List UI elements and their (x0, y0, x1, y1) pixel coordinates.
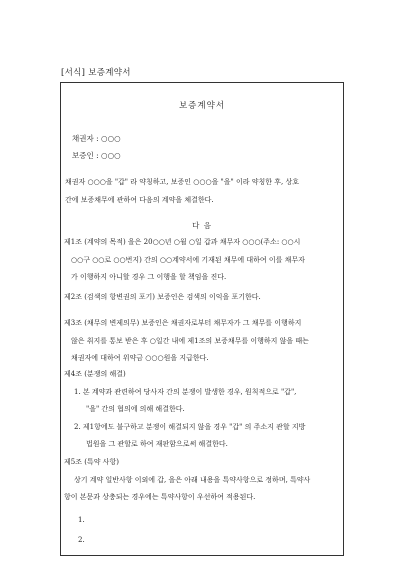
guarantor-line: 보증인 : ○○○ (72, 151, 121, 160)
article-4 (64, 366, 305, 454)
article-5-line: 상기 계약 일반사항 이외에 갑, 을은 아래 내용을 특약사항으로 정하며, 특약사 (74, 475, 311, 484)
article-5-item: 2. (78, 536, 85, 544)
article-3-line: 제3조 (채무의 변제의무) 보증인은 채권자로부터 채무자가 그 채무를 이행하지 (64, 319, 302, 327)
article-1-line: ○○구 ○○로 ○○번지) 간의 ○○계약서에 기재된 채무에 대하여 이를 채무자 (71, 255, 305, 264)
article-1-line: 제1조 (계약의 목적) 을은 20○○년 ○월 ○일 갑과 채무자 ○○○(주소: ○○시 (64, 238, 301, 246)
section-heading: 다 음 (192, 221, 212, 230)
article-3 (64, 315, 309, 368)
article-4-title: 제4조 (분쟁의 해결) (64, 370, 126, 378)
article-5-item: 1. (78, 515, 85, 524)
article-4-item: 법원을 그 관할로 하여 재판함으로써 해결한다. (86, 440, 228, 448)
article-5-line: 항이 본문과 상충되는 경우에는 특약사항이 우선하여 적용된다. (64, 493, 256, 501)
intro-paragraph (65, 174, 299, 209)
intro-line: 채권자 ○○○을 "갑" 라 약칭하고, 보증인 ○○○을 "을" 이라 약칭한 후, 상호 (65, 178, 299, 186)
article-2-line: 제2조 (검색의 항변권의 포기) 보증인은 검색의 이익을 포기한다. (64, 293, 261, 301)
intro-line: 간에 보증채무에 관하여 다음의 계약을 체결한다. (65, 195, 214, 204)
article-5-title: 제5조 (특약 사항) (64, 458, 119, 466)
article-4-item: 2. 제1항에도 불구하고 분쟁이 해결되지 않을 경우 "갑" 의 주소지 관할 지방 (74, 422, 306, 431)
article-4-item: 1. 본 계약과 관련하여 당사자 간의 분쟁이 발생한 경우, 원칙적으로 "갑", (74, 387, 297, 396)
article-4-item: "을" 간의 협의에 의해 해결한다. (86, 405, 185, 413)
article-5 (64, 454, 310, 550)
creditor-line: 채권자 : ○○○ (72, 134, 121, 143)
article-1-line: 가 이행하지 아니할 경우 그 이행을 할 책임을 진다. (71, 273, 227, 281)
form-label: [서식] 보증계약서 (61, 68, 131, 78)
document-title: 보증계약서 (178, 101, 226, 111)
article-3-line: 않은 취지를 통보 받은 후 ○일간 내에 제1조의 보증채무를 이행하지 않을 때는 (71, 336, 309, 345)
contract-document (60, 82, 344, 556)
article-2 (64, 289, 261, 307)
article-3-line: 채권자에 대하여 위약금 ○○○원을 지급한다. (71, 354, 209, 362)
article-1 (64, 234, 305, 287)
